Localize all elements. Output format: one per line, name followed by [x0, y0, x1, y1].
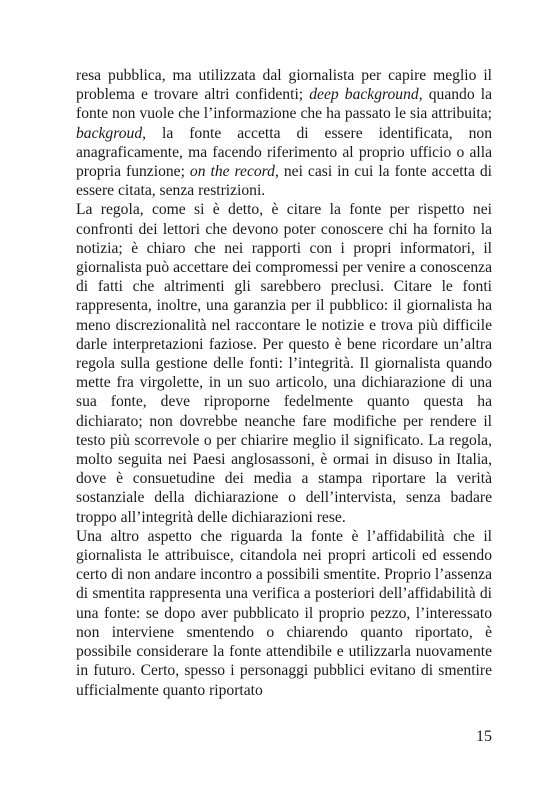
page-number: 15	[476, 728, 492, 745]
paragraph-1	[76, 66, 492, 200]
paragraph-1-segment-3: , quando la fonte non vuole che l’informazione che ha passato le sia attribuita;	[76, 86, 492, 123]
paragraph-1-segment-7: , nei casi in cui la fonte accetta di essere citata, senza restrizioni.	[76, 163, 493, 200]
paragraph-2-text: La regola, come si è detto, è citare la fonte per rispetto nei confronti dei lettori che devono poter conoscere chi ha fornito la notizia; è chiaro che nei rapporti con i propri informatori, il giornalista può accettare dei compromessi per venire a conoscenza di fatti che altrimenti gli sarebbero preclusi. Citare le fonti rappresenta, inoltre, una garanzia per il pubblico: il giornalista ha meno discrezionalità nel raccontare le notizie e trova più difficile darle interpretazioni faziose. Per questo è bene ricordare un’altra regola sulla gestione delle fonti: l’integrità. Il giornalista quando mette fra virgolette, in un suo articolo, una dichiarazione di una sua fonte, deve riproporne fedelmente quanto questa ha dichiarato; non dovrebbe neanche fare modifiche per rendere il testo più scorrevole o per chiarire meglio il significato. La regola, molto seguita nei Paesi anglosassoni, è ormai in disuso in Italia, dove è consuetudine dei media a stampa riportare la verità sostanziale della dichiarazione o dell’intervista, senza badare troppo all’integrità delle dichiarazioni rese.	[76, 201, 492, 526]
paragraph-3-text: Una altro aspetto che riguarda la fonte è l’affidabilità che il giornalista le attribuisce, citandola nei propri articoli ed essendo certo di non andare incontro a possibili smentite. Proprio l’assenza di smentita rappresenta una verifica a posteriori dell’affidabilità di una fonte: se dopo aver pubblicato il proprio pezzo, l’interessato non interviene smentendo o chiarendo quanto riportato, è possibile considerare la fonte attendibile e utilizzarla nuovamente in futuro. Certo, spesso i personaggi pubblici evitano di smentire ufficialmente quanto riportato	[76, 527, 492, 699]
paragraph-2	[76, 200, 492, 526]
term-deep-background: deep background	[309, 86, 419, 104]
paragraph-1-segment-5: , la fonte accetta di essere identificata, non anagraficamente, ma facendo riferimento al proprio ufficio o alla propria funzione;	[76, 124, 492, 181]
paragraph-3	[76, 527, 492, 700]
paragraph-1-segment-1: resa pubblica, ma utilizzata dal giornalista per capire meglio il problema e trovare altri confidenti;	[76, 67, 492, 104]
body-text	[76, 66, 492, 700]
term-on-the-record: on the record	[189, 163, 275, 181]
term-background: backgroud	[76, 124, 143, 142]
